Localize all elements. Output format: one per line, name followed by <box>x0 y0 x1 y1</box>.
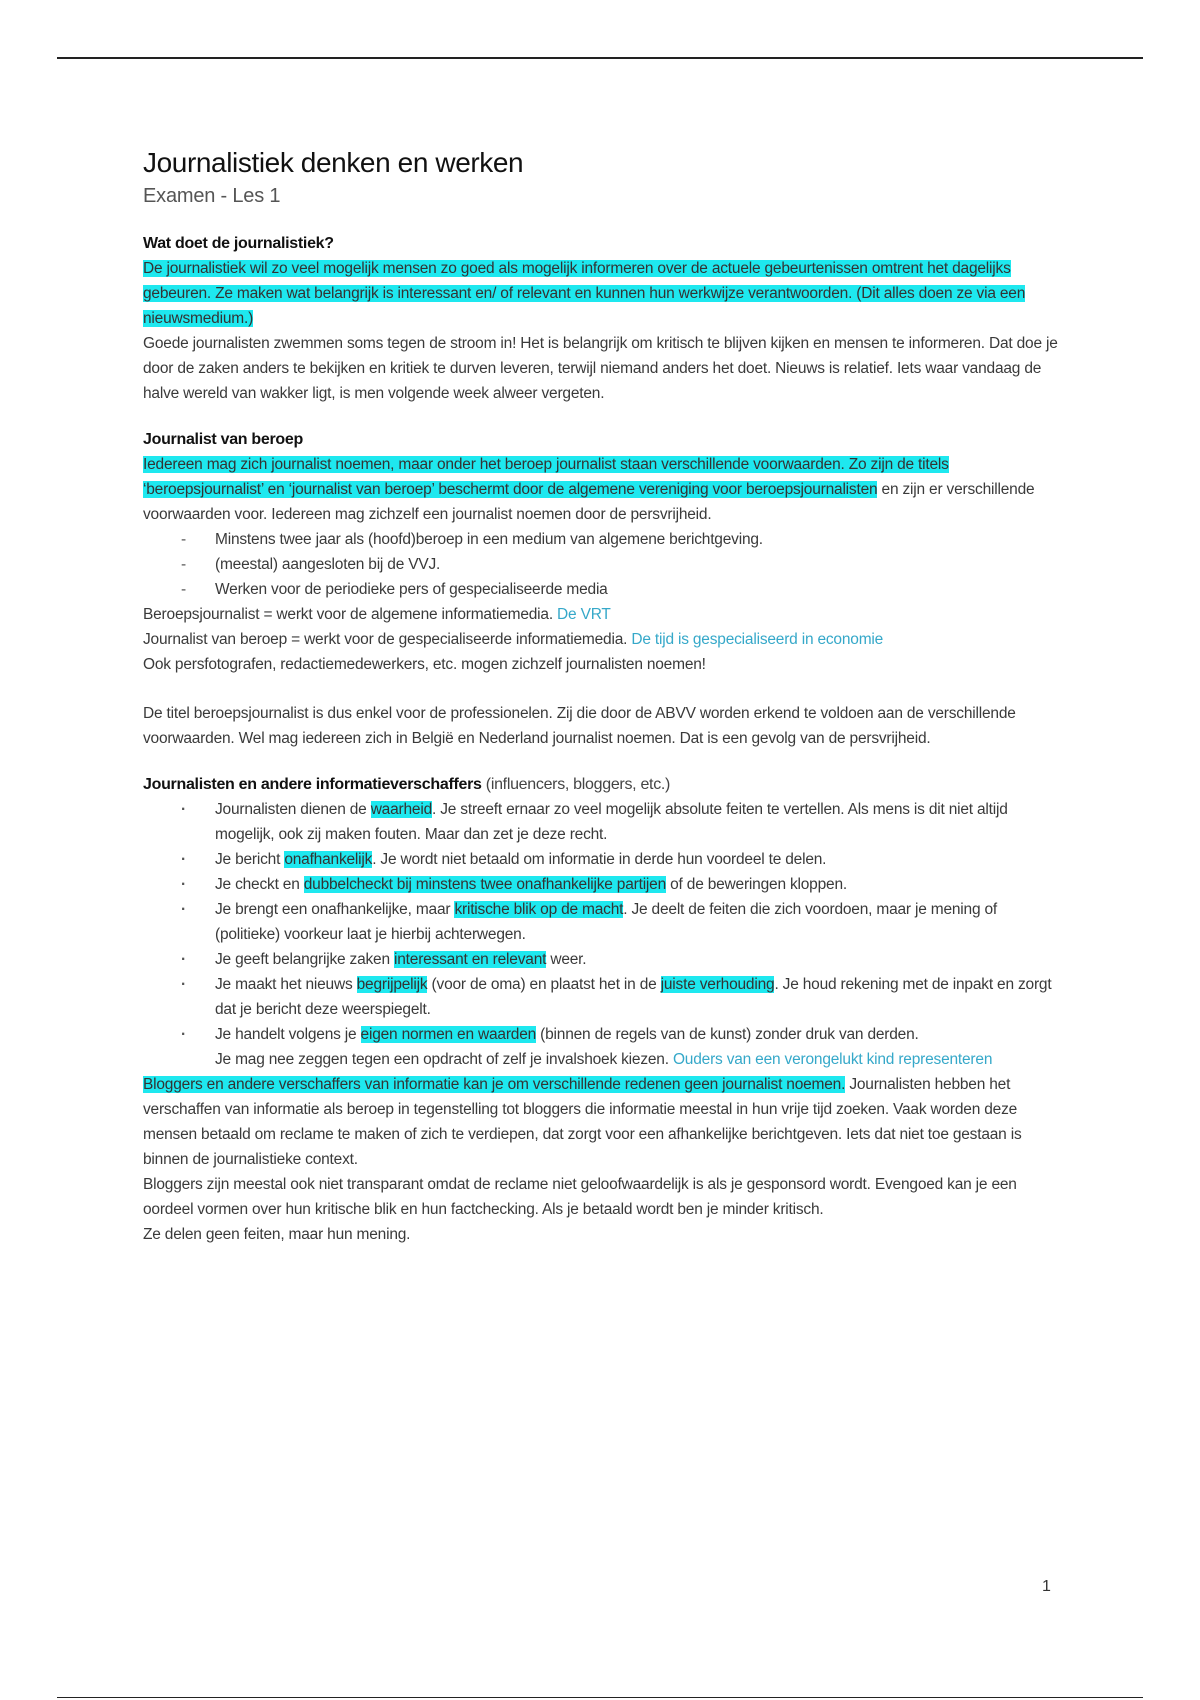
highlight: juiste verhouding <box>660 976 775 993</box>
document-subtitle: Examen - Les 1 <box>143 185 281 207</box>
header-rule <box>57 57 1143 59</box>
principles-list <box>143 797 1063 1047</box>
list-item: - Minstens twee jaar als (hoofd)beroep in een medium van algemene berichtgeving. <box>143 527 1063 552</box>
page-number: 1 <box>1042 1578 1051 1595</box>
heading-extra: (influencers, bloggers, etc.) <box>481 776 671 793</box>
highlight: kritische blik op de macht <box>454 901 624 918</box>
requirements-list <box>143 527 1063 602</box>
example-link: De VRT <box>557 606 611 623</box>
text: . Je houd rekening met de inpakt en zorgt dat je bericht deze weerspiegelt. <box>215 976 1052 1018</box>
text: Je geeft belangrijke zaken <box>215 951 394 968</box>
text: . Je deelt de feiten die zich voordoen, maar je mening of (politieke) voorkeur laat je hierbij achterwegen. <box>215 901 998 943</box>
paragraph <box>143 627 1063 652</box>
paragraph <box>143 602 1063 627</box>
text: Journalist van beroep = werkt voor de gespecialiseerde informatiemedia. <box>143 631 632 648</box>
text: Je brengt een onafhankelijke, maar <box>215 901 455 918</box>
text: Journalisten hebben het verschaffen van informatie als beroep in tegenstelling tot bloggers die informatie meestal in hun vrije tijd zoeken. Vaak worden deze mensen betaald om reclame te maken of zich te verdiepen, dat zorgt voor een afhankelijke berichtgeven. Iets dat niet toe gestaan is binnen de journalistieke context. <box>143 1076 1022 1168</box>
list-item: - (meestal) aangesloten bij de VVJ. <box>143 552 1063 577</box>
list-item <box>143 897 1063 947</box>
paragraph: Bloggers zijn meestal ook niet transparant omdat de reclame niet geloofwaardelijk is als je gesponsord wordt. Evengoed kan je een oordeel vormen over hun kritische blik en hun factchecking. Als je betaald wordt ben je minder kritisch. <box>143 1176 1017 1218</box>
text: Je checkt en <box>215 876 304 893</box>
text: (voor de oma) en plaatst het in de <box>427 976 661 993</box>
heading-text: Journalisten en andere informatieverschaffers <box>143 776 482 793</box>
list-item <box>143 872 1063 897</box>
example-link: Ouders van een verongelukt kind representeren <box>672 1051 993 1068</box>
list-item <box>143 972 1063 1022</box>
list-item <box>143 1022 1063 1047</box>
paragraph: Goede journalisten zwemmen soms tegen de stroom in! Het is belangrijk om kritisch te blijven kijken en mensen te informeren. Dat doe je door de zaken anders te bekijken en kritiek te durven leveren, terwijl niemand anders het doet. Nieuws is relatief. Iets waar vandaag de halve wereld van wakker ligt, is men volgende week alweer vergeten. <box>143 335 1058 402</box>
highlight: Iedereen mag zich journalist noemen, maar onder het beroep journalist staan verschillende voorwaarden. Zo zijn de titels ‘beroepsjournalist’ en ‘journalist van beroep’ beschermt door de algemene vereniging voor beroepsjournalisten <box>143 456 949 498</box>
text: Je handelt volgens je <box>215 1026 361 1043</box>
paragraph <box>143 452 1063 527</box>
section-heading-informatieverschaffers <box>143 773 1063 797</box>
highlight: onafhankelijk <box>284 851 373 868</box>
text: Beroepsjournalist = werkt voor de algemene informatiemedia. <box>143 606 558 623</box>
paragraph <box>143 1047 1063 1072</box>
list-item: - Werken voor de periodieke pers of gespecialiseerde media <box>143 577 1063 602</box>
highlight: begrijpelijk <box>356 976 428 993</box>
text: Je mag nee zeggen tegen een opdracht of zelf je invalshoek kiezen. <box>215 1051 673 1068</box>
paragraph: Ze delen geen feiten, maar hun mening. <box>143 1226 411 1243</box>
highlight: eigen normen en waarden <box>360 1026 537 1043</box>
highlight: Bloggers en andere verschaffers van informatie kan je om verschillende redenen geen journalist noemen. <box>143 1076 846 1093</box>
text: . Je wordt niet betaald om informatie in derde hun voordeel te delen. <box>372 851 827 868</box>
section-heading-wat-doet: Wat doet de journalistiek? <box>143 235 334 252</box>
text: en zijn er verschillende voorwaarden voor. Iedereen mag zichzelf een journalist noemen door de persvrijheid. <box>143 481 1035 523</box>
paragraph: De titel beroepsjournalist is dus enkel voor de professionelen. Zij die door de ABVV worden erkend te voldoen aan de verschillende voorwaarden. Wel mag iedereen zich in België en Nederland journalist noemen. Dat is een gevolg van de persvrijheid. <box>143 705 1016 747</box>
text: of de beweringen kloppen. <box>666 876 847 893</box>
text: (binnen de regels van de kunst) zonder druk van derden. <box>536 1026 919 1043</box>
text: Je bericht <box>215 851 285 868</box>
section-heading-journalist-van-beroep: Journalist van beroep <box>143 431 303 448</box>
example-link: De tijd is gespecialiseerd in economie <box>631 631 884 648</box>
document-title: Journalistiek denken en werken <box>143 147 524 178</box>
highlight: interessant en relevant <box>394 951 547 968</box>
highlight: De journalistiek wil zo veel mogelijk mensen zo goed als mogelijk informeren over de actuele gebeurtenissen omtrent het dagelijks gebeuren. Ze maken wat belangrijk is interessant en/ of relevant en kunnen hun werkwijze verantwoorden. (Dit alles doen ze via een nieuwsmedium.) <box>143 260 1026 327</box>
paragraph: Ook persfotografen, redactiemedewerkers, etc. mogen zichzelf journalisten noemen! <box>143 656 706 673</box>
text: . Je streeft ernaar zo veel mogelijk absolute feiten te vertellen. Als mens is dit niet altijd mogelijk, ook zij maken fouten. Maar dan zet je deze recht. <box>215 801 1008 843</box>
list-item <box>143 797 1063 847</box>
list-item <box>143 847 1063 872</box>
text: Journalisten dienen de <box>215 801 371 818</box>
highlight: waarheid <box>370 801 432 818</box>
document-page <box>143 146 1063 1247</box>
text: weer. <box>546 951 587 968</box>
text: Je maakt het nieuws <box>215 976 357 993</box>
paragraph <box>143 1072 1063 1172</box>
footer-rule <box>57 1697 1143 1698</box>
paragraph <box>143 256 1063 331</box>
highlight: dubbelcheckt bij minstens twee onafhankelijke partijen <box>303 876 667 893</box>
list-item <box>143 947 1063 972</box>
